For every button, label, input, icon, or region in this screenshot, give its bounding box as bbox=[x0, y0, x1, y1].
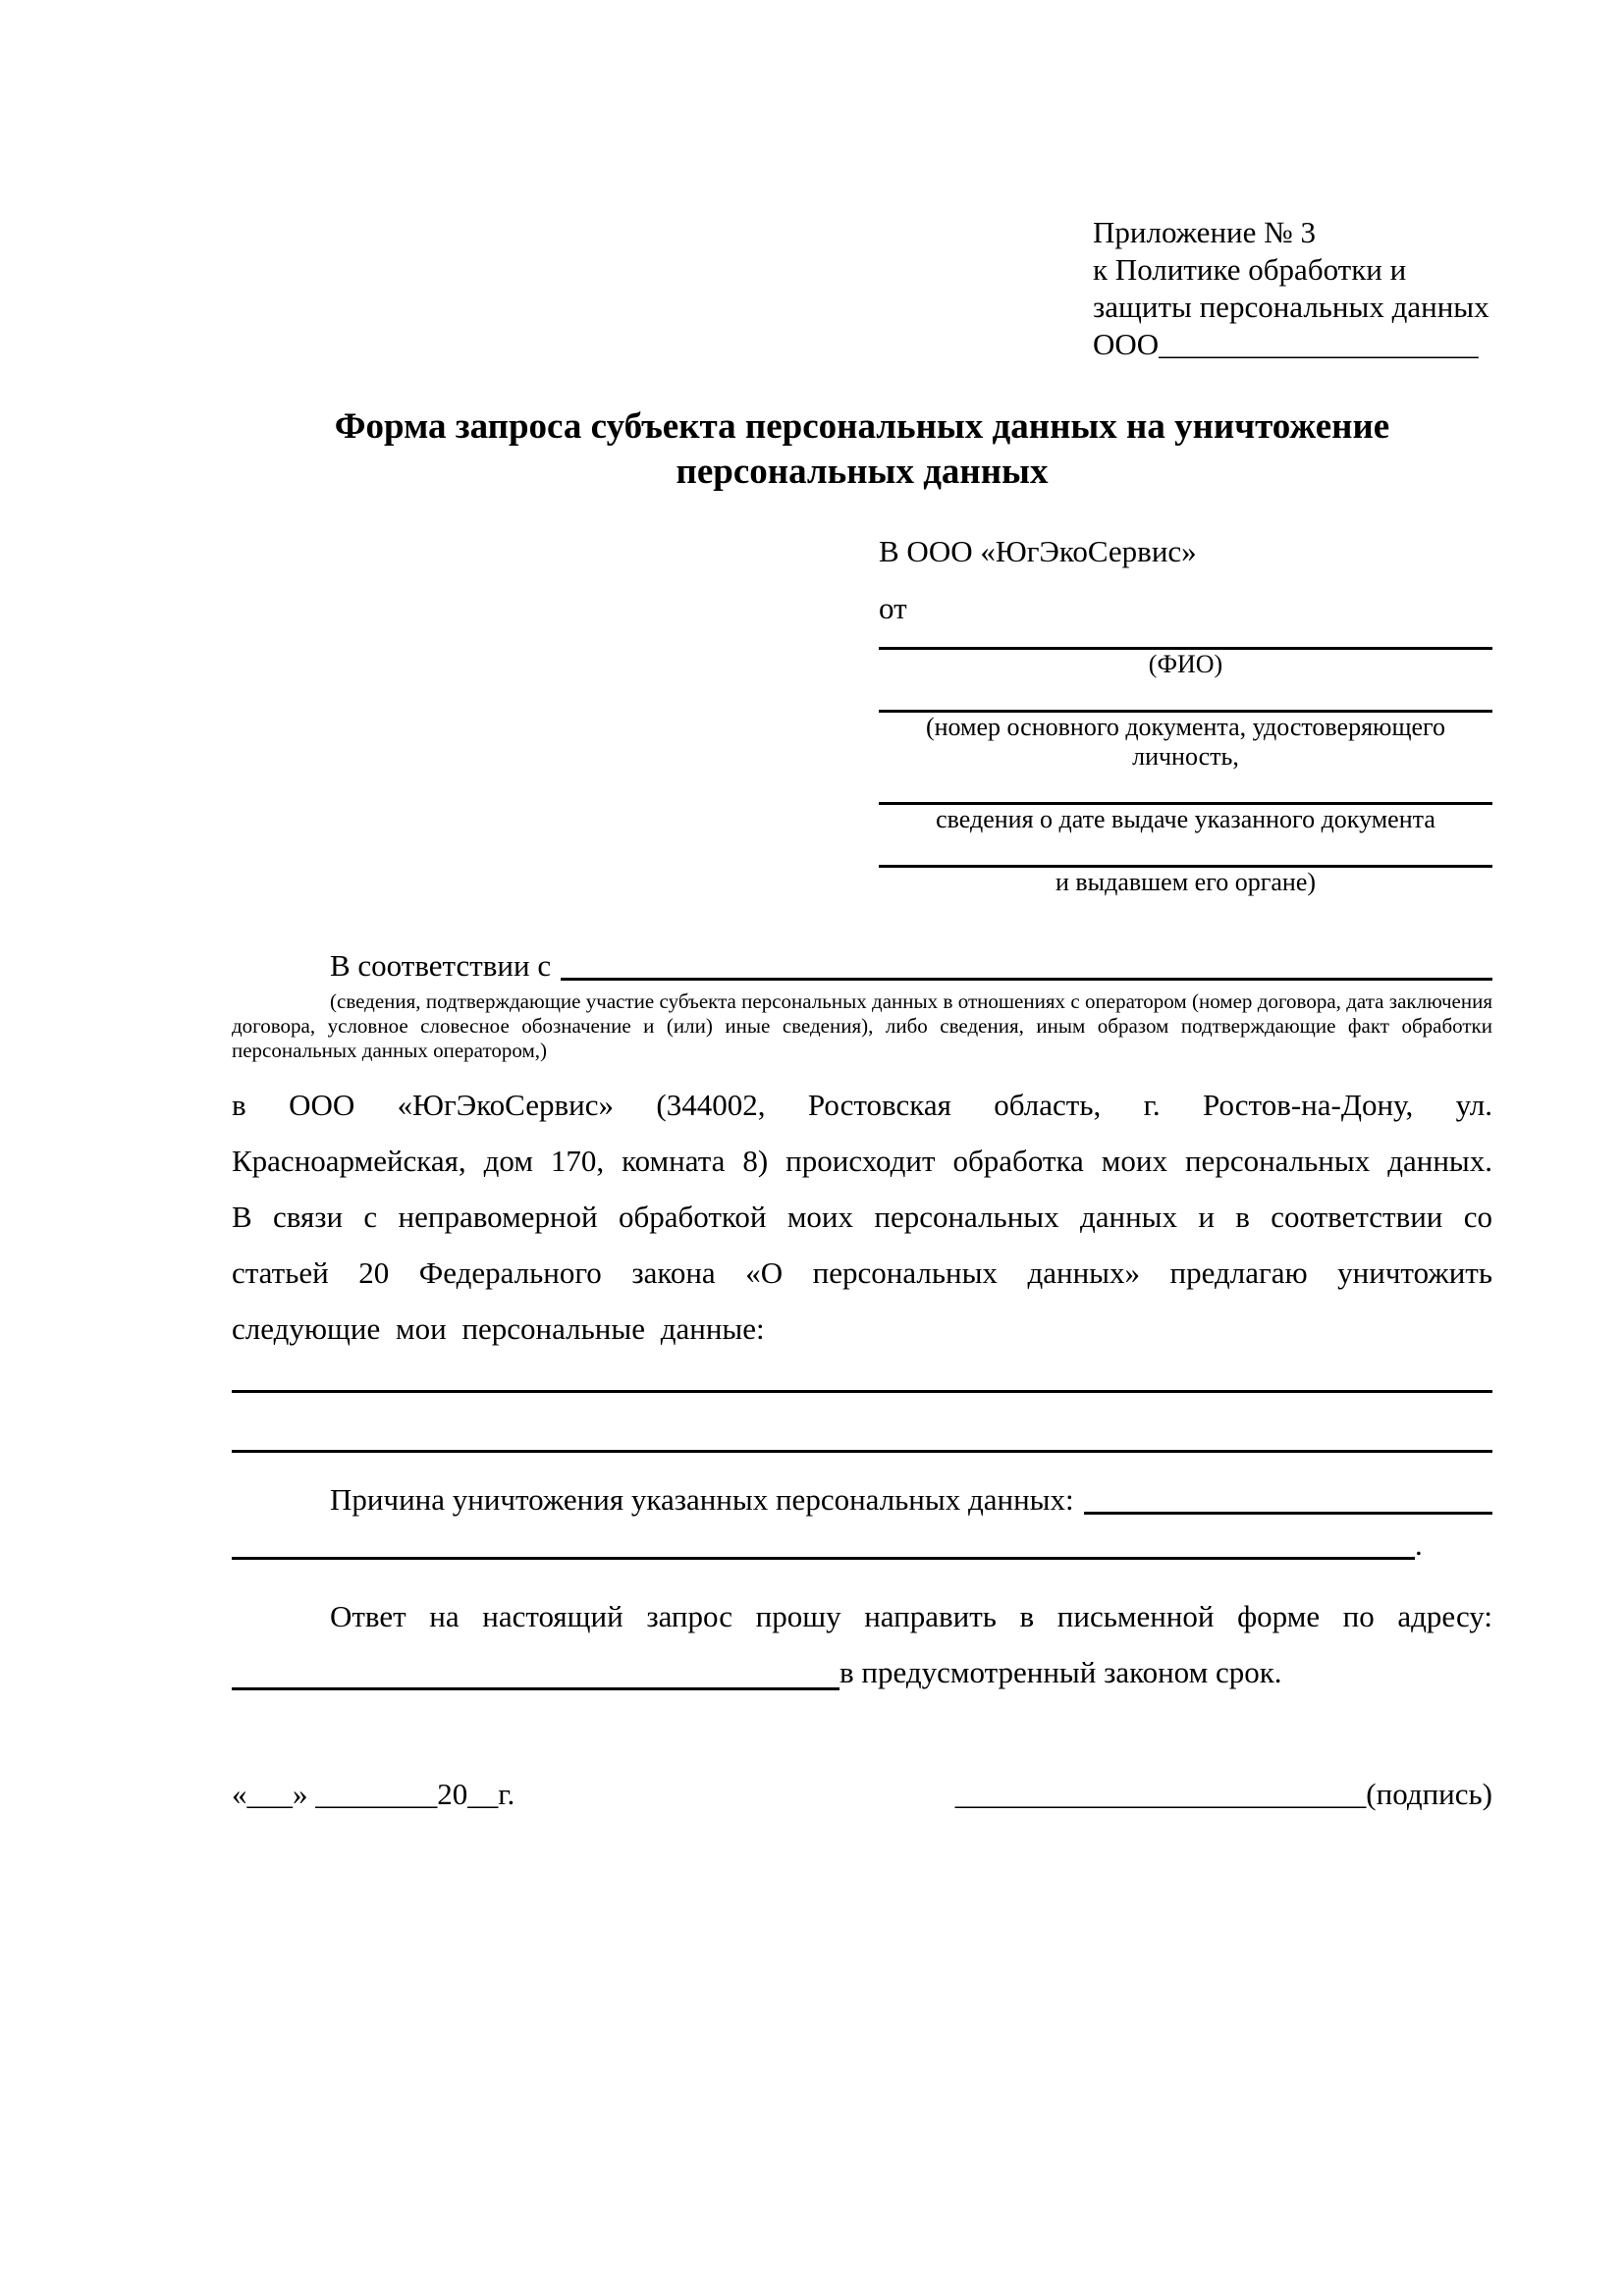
id-document-field bbox=[879, 691, 1492, 772]
issuing-authority-field bbox=[879, 846, 1492, 897]
accordance-note: (сведения, подтверждающие участие субъекта персональных данных в отношениях с оператором (номер договора, дата заключения договора, условное словесное обозначение и (или) иные сведения), либо сведения, иным образом подтверждающие факт обработки персональных данных оператором,) bbox=[232, 989, 1492, 1062]
footer-row bbox=[232, 1775, 1492, 1814]
personal-data-blank-line-2 bbox=[232, 1450, 1492, 1453]
reason-label: Причина уничтожения указанных персональных данных: bbox=[330, 1482, 1074, 1517]
issue-date-field bbox=[879, 783, 1492, 834]
from-label: от bbox=[879, 591, 907, 625]
response-request-text: Ответ на настоящий запрос прошу направить в письменной форме по адресу: bbox=[330, 1599, 1492, 1633]
addressee-block bbox=[879, 532, 1492, 897]
reason-continuation-blank-line bbox=[232, 1526, 1415, 1560]
id-document-blank-line bbox=[879, 691, 1492, 713]
form-title: Форма запроса субъекта персональных данных на уничтожение персональных данных bbox=[334, 406, 1390, 492]
fio-field bbox=[879, 628, 1492, 679]
address-blank-line bbox=[232, 1651, 839, 1690]
accordance-blank-line bbox=[561, 951, 1492, 981]
response-tail-text: в предусмотренный законом срок. bbox=[839, 1655, 1282, 1689]
accordance-row bbox=[232, 946, 1492, 986]
issuing-authority-blank-line bbox=[879, 846, 1492, 868]
id-document-caption: (номер основного документа, удостоверяющего личность, bbox=[925, 713, 1446, 771]
issuing-authority-caption: и выдавшем его органе) bbox=[1055, 868, 1317, 896]
personal-data-blank-line-1 bbox=[232, 1390, 1492, 1393]
reason-blank-line bbox=[1084, 1485, 1492, 1515]
document-content bbox=[0, 214, 1624, 1814]
appendix-header bbox=[1093, 214, 1492, 363]
appendix-ooo-line: ООО_____________________ bbox=[1093, 327, 1479, 361]
fio-caption: (ФИО) bbox=[1148, 650, 1223, 678]
issue-date-blank-line bbox=[879, 783, 1492, 805]
addressee-organization: В ООО «ЮгЭкоСервис» bbox=[879, 534, 1197, 568]
appendix-line-3: защиты персональных данных bbox=[1093, 290, 1489, 324]
response-address-row bbox=[232, 1644, 1492, 1700]
reason-row bbox=[232, 1480, 1492, 1520]
reason-continuation-row bbox=[232, 1525, 1492, 1565]
appendix-line-2: к Политике обработки и bbox=[1093, 252, 1407, 287]
appendix-line-1: Приложение № 3 bbox=[1093, 215, 1316, 249]
fio-blank-line bbox=[879, 628, 1492, 650]
issue-date-caption: сведения о дате выдаче указанного документа bbox=[936, 805, 1435, 833]
period-text: . bbox=[1415, 1527, 1423, 1562]
accordance-label: В соответствии с bbox=[330, 948, 552, 983]
signature-field: ___________________________(подпись) bbox=[954, 1777, 1492, 1811]
date-field: «___» ________20__г. bbox=[232, 1777, 515, 1811]
main-paragraph: в ООО «ЮгЭкоСервис» (344002, Ростовская область, г. Ростов-на-Дону, ул. Красноармейская, дом 170, комната 8) происходит обработка моих персональных данных. В связи с неправомерной обработкой моих персональных данных и в соответствии со статьей 20 Федерального закона «О персональных данных» предлагаю уничтожить следующие мои персональные данные: bbox=[232, 1088, 1492, 1346]
